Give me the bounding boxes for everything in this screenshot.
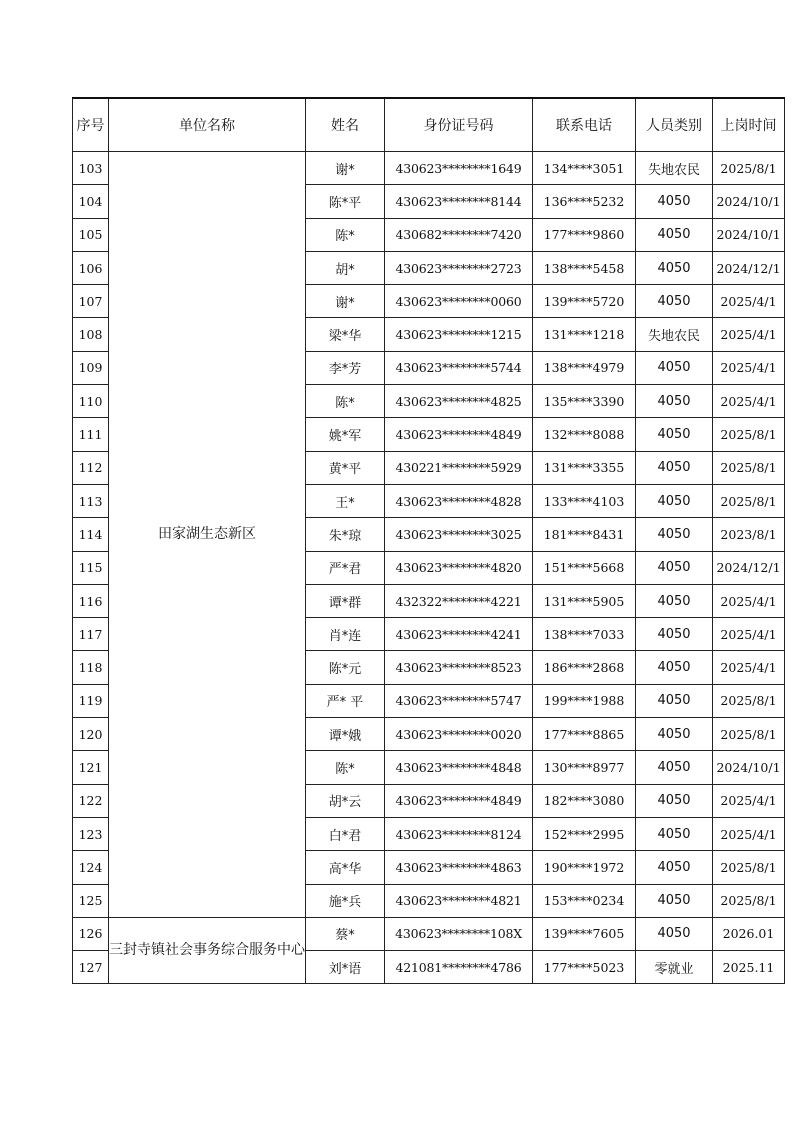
row-category: 失地农民 bbox=[636, 318, 713, 351]
row-phone: 138****4979 bbox=[533, 351, 636, 384]
row-category: 4050 bbox=[636, 917, 713, 950]
row-category: 4050 bbox=[636, 751, 713, 784]
row-seq: 110 bbox=[73, 385, 109, 418]
row-seq: 105 bbox=[73, 218, 109, 251]
row-seq: 123 bbox=[73, 817, 109, 850]
row-id-number: 430623********5747 bbox=[385, 684, 533, 717]
row-category: 4050 bbox=[636, 584, 713, 617]
row-phone: 135****3390 bbox=[533, 385, 636, 418]
row-id-number: 430623********4820 bbox=[385, 551, 533, 584]
row-id-number: 430682********7420 bbox=[385, 218, 533, 251]
row-person-name: 王* bbox=[306, 484, 385, 517]
row-category: 4050 bbox=[636, 851, 713, 884]
row-id-number: 430623********4863 bbox=[385, 851, 533, 884]
row-id-number: 432322********4221 bbox=[385, 584, 533, 617]
row-person-name: 施*兵 bbox=[306, 884, 385, 917]
header-category: 人员类别 bbox=[636, 98, 713, 152]
row-person-name: 陈* bbox=[306, 385, 385, 418]
row-category: 4050 bbox=[636, 251, 713, 284]
row-phone: 134****3051 bbox=[533, 152, 636, 185]
row-seq: 119 bbox=[73, 684, 109, 717]
row-category: 4050 bbox=[636, 285, 713, 318]
row-category: 4050 bbox=[636, 385, 713, 418]
row-id-number: 430623********3025 bbox=[385, 518, 533, 551]
row-person-name: 刘*语 bbox=[306, 951, 385, 984]
row-id-number: 430623********8144 bbox=[385, 185, 533, 218]
row-id-number: 430623********2723 bbox=[385, 251, 533, 284]
row-phone: 130****8977 bbox=[533, 751, 636, 784]
row-start-date: 2025/8/1 bbox=[713, 484, 785, 517]
row-person-name: 姚*军 bbox=[306, 418, 385, 451]
row-start-date: 2026.01 bbox=[713, 917, 785, 950]
row-seq: 104 bbox=[73, 185, 109, 218]
row-category: 4050 bbox=[636, 784, 713, 817]
row-person-name: 陈* bbox=[306, 218, 385, 251]
row-person-name: 陈*元 bbox=[306, 651, 385, 684]
row-id-number: 430623********1215 bbox=[385, 318, 533, 351]
row-id-number: 430623********4821 bbox=[385, 884, 533, 917]
row-phone: 138****5458 bbox=[533, 251, 636, 284]
row-category: 4050 bbox=[636, 618, 713, 651]
row-id-number: 430623********4849 bbox=[385, 784, 533, 817]
row-person-name: 梁*华 bbox=[306, 318, 385, 351]
row-person-name: 陈* bbox=[306, 751, 385, 784]
header-phone: 联系电话 bbox=[533, 98, 636, 152]
row-id-number: 430623********5744 bbox=[385, 351, 533, 384]
header-unit: 单位名称 bbox=[109, 98, 306, 152]
row-phone: 138****7033 bbox=[533, 618, 636, 651]
row-category: 4050 bbox=[636, 451, 713, 484]
row-person-name: 陈*平 bbox=[306, 185, 385, 218]
row-category: 4050 bbox=[636, 518, 713, 551]
table-row bbox=[73, 152, 785, 185]
row-start-date: 2024/10/1 bbox=[713, 218, 785, 251]
row-start-date: 2025.11 bbox=[713, 951, 785, 984]
row-phone: 182****3080 bbox=[533, 784, 636, 817]
row-category: 失地农民 bbox=[636, 152, 713, 185]
row-id-number: 430623********0060 bbox=[385, 285, 533, 318]
row-phone: 151****5668 bbox=[533, 551, 636, 584]
row-category: 零就业 bbox=[636, 951, 713, 984]
row-seq: 112 bbox=[73, 451, 109, 484]
row-phone: 132****8088 bbox=[533, 418, 636, 451]
row-category: 4050 bbox=[636, 484, 713, 517]
row-category: 4050 bbox=[636, 718, 713, 751]
row-person-name: 谢* bbox=[306, 152, 385, 185]
row-start-date: 2025/4/1 bbox=[713, 318, 785, 351]
row-phone: 136****5232 bbox=[533, 185, 636, 218]
row-id-number: 430221********5929 bbox=[385, 451, 533, 484]
row-category: 4050 bbox=[636, 551, 713, 584]
row-id-number: 430623********4849 bbox=[385, 418, 533, 451]
row-start-date: 2025/8/1 bbox=[713, 451, 785, 484]
row-person-name: 李*芳 bbox=[306, 351, 385, 384]
row-start-date: 2025/8/1 bbox=[713, 152, 785, 185]
row-start-date: 2025/8/1 bbox=[713, 418, 785, 451]
row-start-date: 2023/8/1 bbox=[713, 518, 785, 551]
row-phone: 177****9860 bbox=[533, 218, 636, 251]
row-seq: 106 bbox=[73, 251, 109, 284]
row-phone: 133****4103 bbox=[533, 484, 636, 517]
row-person-name: 谭*群 bbox=[306, 584, 385, 617]
row-category: 4050 bbox=[636, 185, 713, 218]
table-header-row bbox=[73, 98, 785, 152]
row-person-name: 胡* bbox=[306, 251, 385, 284]
row-start-date: 2025/8/1 bbox=[713, 851, 785, 884]
row-seq: 108 bbox=[73, 318, 109, 351]
row-seq: 116 bbox=[73, 584, 109, 617]
header-id-number: 身份证号码 bbox=[385, 98, 533, 152]
row-id-number: 421081********4786 bbox=[385, 951, 533, 984]
row-category: 4050 bbox=[636, 418, 713, 451]
row-start-date: 2024/10/1 bbox=[713, 751, 785, 784]
row-start-date: 2025/4/1 bbox=[713, 285, 785, 318]
row-unit-name: 田家湖生态新区 bbox=[109, 152, 306, 918]
row-phone: 199****1988 bbox=[533, 684, 636, 717]
row-phone: 139****7605 bbox=[533, 917, 636, 950]
row-person-name: 严*君 bbox=[306, 551, 385, 584]
row-seq: 107 bbox=[73, 285, 109, 318]
row-start-date: 2025/4/1 bbox=[713, 784, 785, 817]
row-id-number: 430623********1649 bbox=[385, 152, 533, 185]
row-id-number: 430623********4828 bbox=[385, 484, 533, 517]
row-phone: 131****1218 bbox=[533, 318, 636, 351]
row-phone: 186****2868 bbox=[533, 651, 636, 684]
row-seq: 122 bbox=[73, 784, 109, 817]
header-start-date: 上岗时间 bbox=[713, 98, 785, 152]
row-id-number: 430623********8523 bbox=[385, 651, 533, 684]
row-start-date: 2025/4/1 bbox=[713, 817, 785, 850]
table-row bbox=[73, 917, 785, 950]
row-id-number: 430623********108X bbox=[385, 917, 533, 950]
row-start-date: 2025/8/1 bbox=[713, 884, 785, 917]
row-phone: 177****5023 bbox=[533, 951, 636, 984]
table-body bbox=[73, 152, 785, 984]
row-phone: 139****5720 bbox=[533, 285, 636, 318]
row-person-name: 谢* bbox=[306, 285, 385, 318]
row-category: 4050 bbox=[636, 651, 713, 684]
row-seq: 124 bbox=[73, 851, 109, 884]
row-person-name: 朱*琼 bbox=[306, 518, 385, 551]
row-phone: 153****0234 bbox=[533, 884, 636, 917]
row-start-date: 2025/8/1 bbox=[713, 684, 785, 717]
row-phone: 152****2995 bbox=[533, 817, 636, 850]
row-seq: 126 bbox=[73, 917, 109, 950]
row-seq: 113 bbox=[73, 484, 109, 517]
row-seq: 115 bbox=[73, 551, 109, 584]
row-start-date: 2025/8/1 bbox=[713, 718, 785, 751]
header-name: 姓名 bbox=[306, 98, 385, 152]
header-seq: 序号 bbox=[73, 98, 109, 152]
row-person-name: 严* 平 bbox=[306, 684, 385, 717]
row-person-name: 蔡* bbox=[306, 917, 385, 950]
row-category: 4050 bbox=[636, 684, 713, 717]
row-seq: 117 bbox=[73, 618, 109, 651]
row-start-date: 2024/10/1 bbox=[713, 185, 785, 218]
row-person-name: 黄*平 bbox=[306, 451, 385, 484]
row-person-name: 谭*娥 bbox=[306, 718, 385, 751]
row-phone: 190****1972 bbox=[533, 851, 636, 884]
row-person-name: 白*君 bbox=[306, 817, 385, 850]
row-seq: 111 bbox=[73, 418, 109, 451]
row-person-name: 高*华 bbox=[306, 851, 385, 884]
row-start-date: 2025/4/1 bbox=[713, 651, 785, 684]
row-phone: 131****3355 bbox=[533, 451, 636, 484]
row-seq: 103 bbox=[73, 152, 109, 185]
row-seq: 109 bbox=[73, 351, 109, 384]
row-start-date: 2025/4/1 bbox=[713, 584, 785, 617]
row-start-date: 2025/4/1 bbox=[713, 385, 785, 418]
row-category: 4050 bbox=[636, 351, 713, 384]
row-id-number: 430623********4848 bbox=[385, 751, 533, 784]
row-seq: 125 bbox=[73, 884, 109, 917]
row-start-date: 2025/4/1 bbox=[713, 618, 785, 651]
row-seq: 121 bbox=[73, 751, 109, 784]
row-id-number: 430623********0020 bbox=[385, 718, 533, 751]
personnel-table bbox=[72, 97, 785, 984]
row-phone: 177****8865 bbox=[533, 718, 636, 751]
row-phone: 181****8431 bbox=[533, 518, 636, 551]
row-person-name: 肖*连 bbox=[306, 618, 385, 651]
row-start-date: 2024/12/1 bbox=[713, 551, 785, 584]
row-seq: 127 bbox=[73, 951, 109, 984]
row-seq: 118 bbox=[73, 651, 109, 684]
row-seq: 114 bbox=[73, 518, 109, 551]
row-phone: 131****5905 bbox=[533, 584, 636, 617]
row-id-number: 430623********4241 bbox=[385, 618, 533, 651]
row-person-name: 胡*云 bbox=[306, 784, 385, 817]
row-seq: 120 bbox=[73, 718, 109, 751]
row-category: 4050 bbox=[636, 817, 713, 850]
row-start-date: 2024/12/1 bbox=[713, 251, 785, 284]
row-id-number: 430623********8124 bbox=[385, 817, 533, 850]
row-id-number: 430623********4825 bbox=[385, 385, 533, 418]
row-category: 4050 bbox=[636, 218, 713, 251]
row-category: 4050 bbox=[636, 884, 713, 917]
row-start-date: 2025/4/1 bbox=[713, 351, 785, 384]
row-unit-name: 三封寺镇社会事务综合服务中心 bbox=[109, 917, 306, 984]
